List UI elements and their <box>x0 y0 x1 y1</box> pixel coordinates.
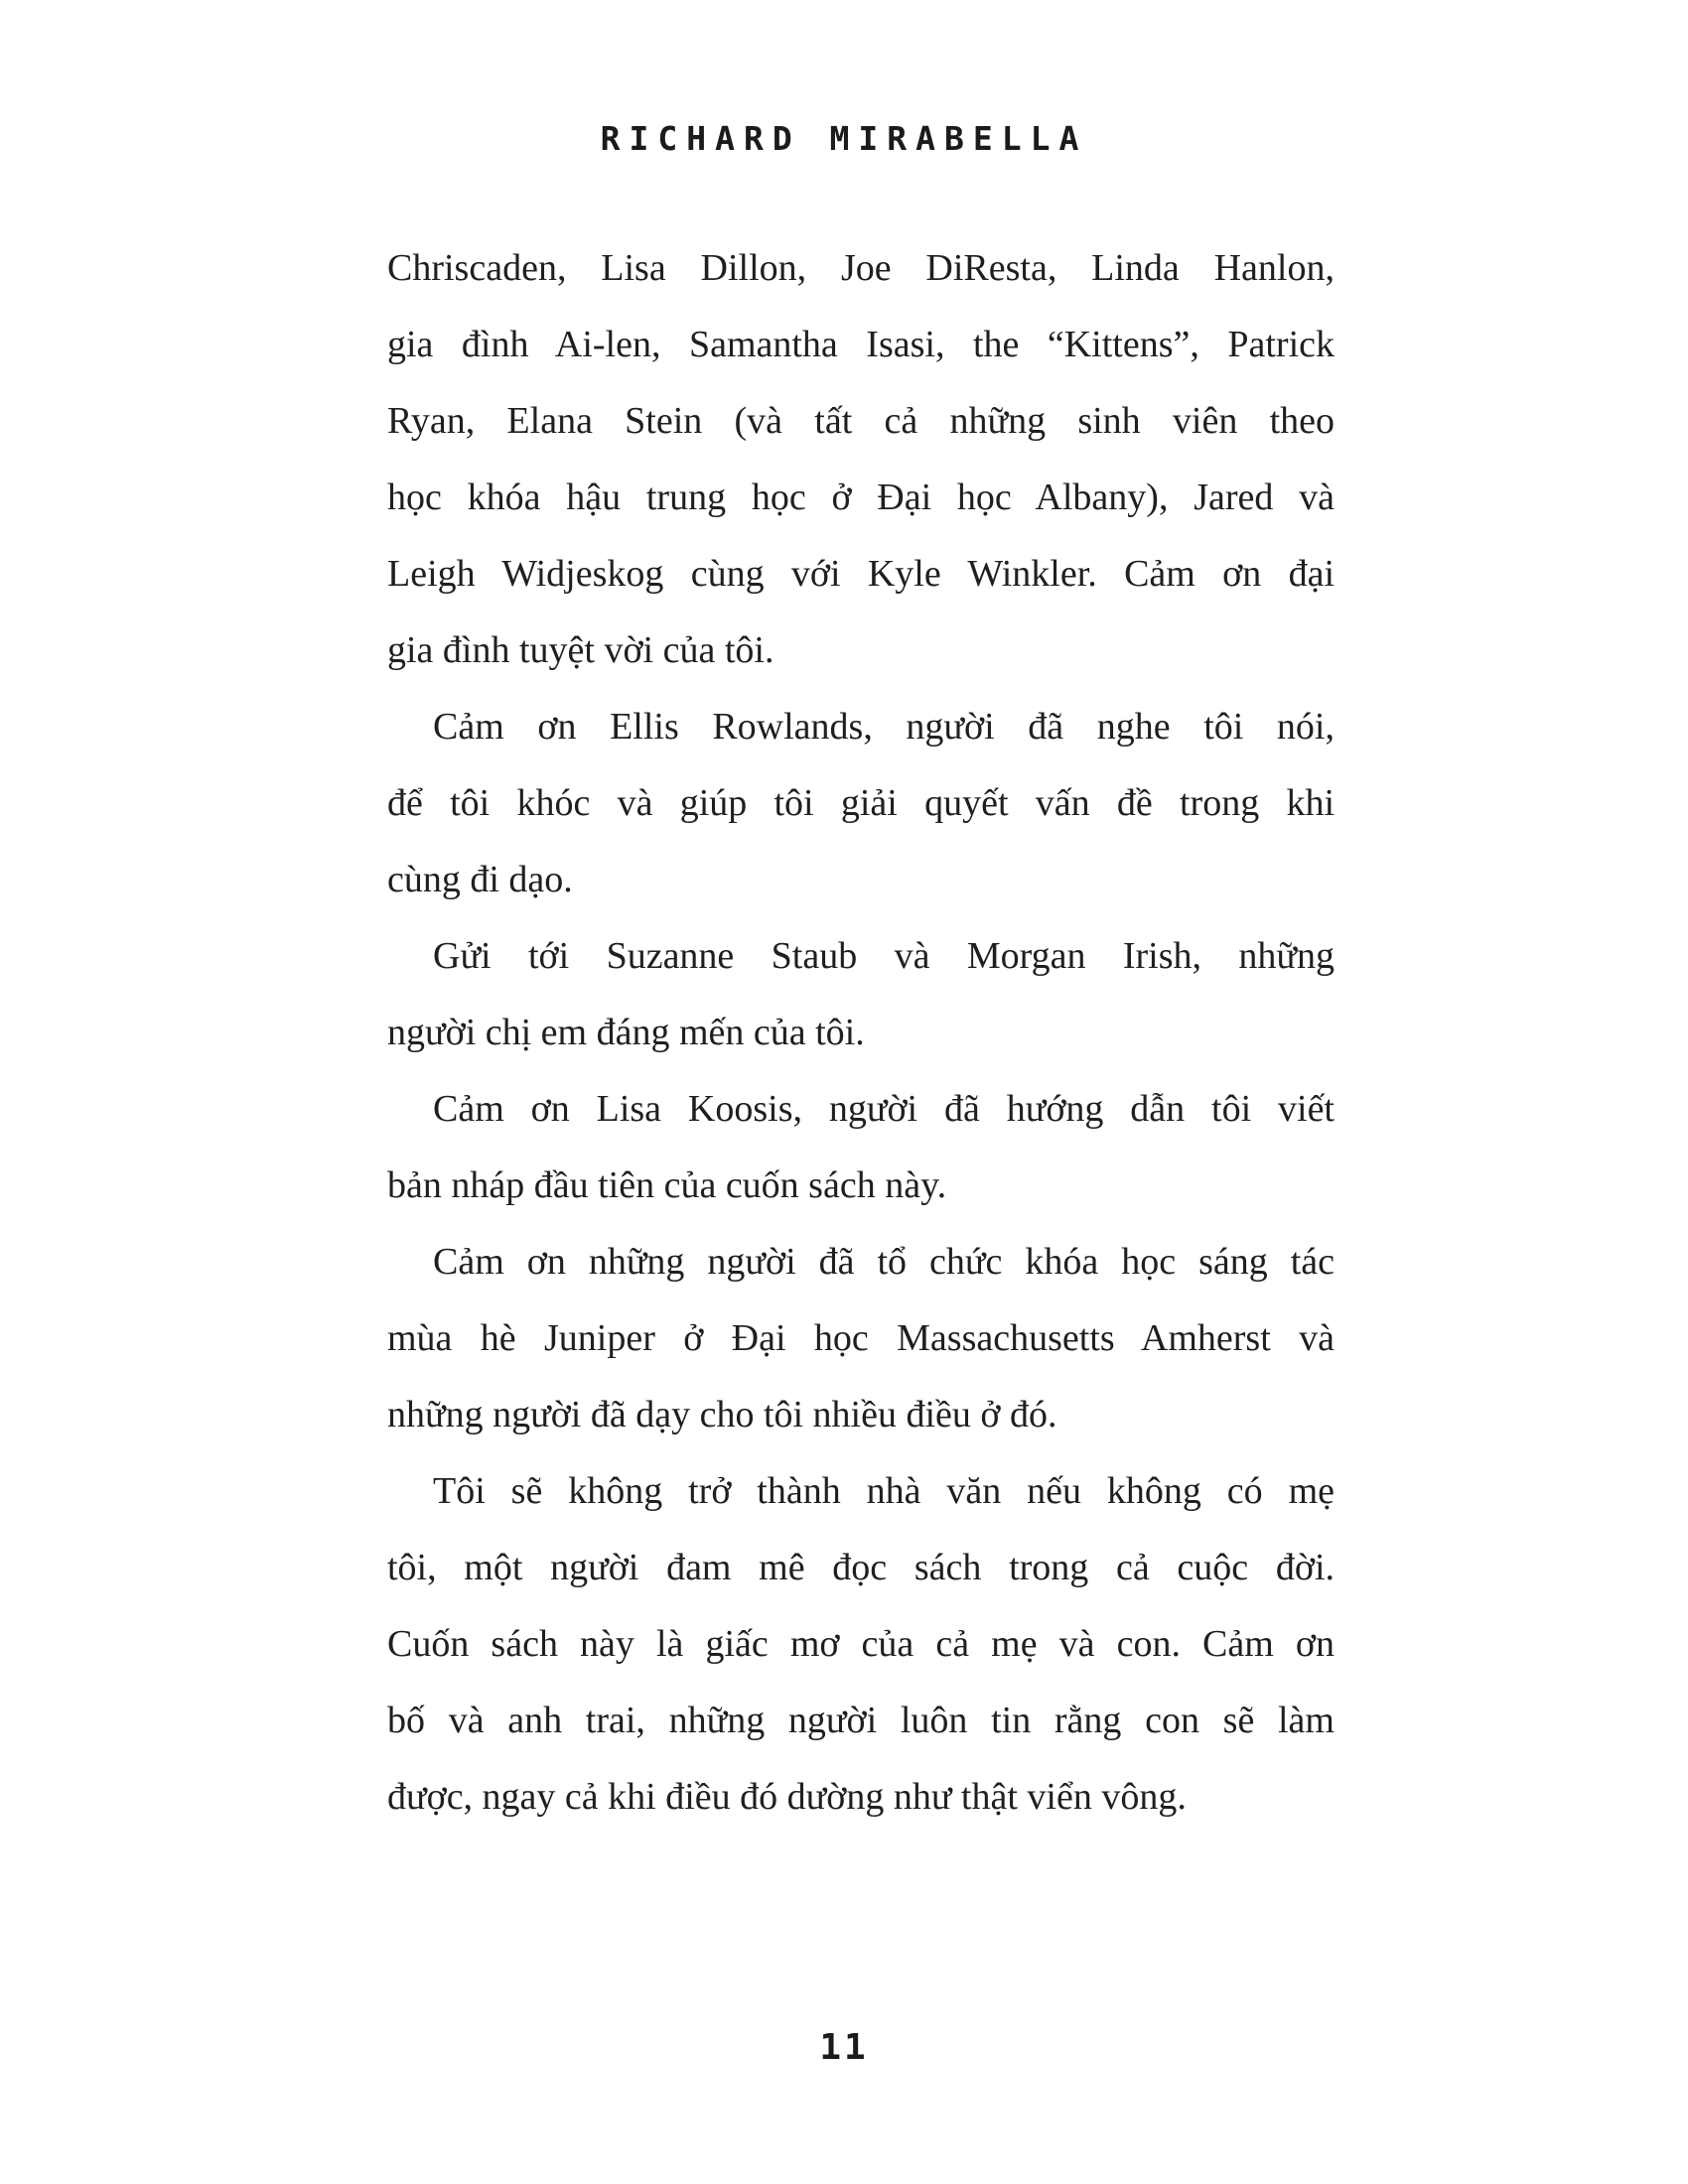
text-line: những người đã dạy cho tôi nhiều điều ở đó. <box>387 1394 1057 1435</box>
text-line: tôi, một người đam mê đọc sách trong cả cuộc đời. <box>387 1547 1335 1588</box>
text-line: Cảm ơn những người đã tổ chức khóa học sáng tác <box>433 1241 1335 1283</box>
text-line: bản nháp đầu tiên của cuốn sách này. <box>387 1164 947 1206</box>
text-line: bố và anh trai, những người luôn tin rằng con sẽ làm <box>387 1700 1335 1741</box>
paragraph <box>387 918 1335 1071</box>
text-line: Cuốn sách này là giấc mơ của cả mẹ và con. Cảm ơn <box>387 1623 1335 1665</box>
text-line: Gửi tới Suzanne Staub và Morgan Irish, những <box>433 935 1335 977</box>
text-line: để tôi khóc và giúp tôi giải quyết vấn đề trong khi <box>387 782 1335 824</box>
text-line: Chriscaden, Lisa Dillon, Joe DiResta, Linda Hanlon, <box>387 247 1335 289</box>
running-header-author: RICHARD MIRABELLA <box>600 119 1088 158</box>
text-line: cùng đi dạo. <box>387 859 573 900</box>
text-line: Tôi sẽ không trở thành nhà văn nếu không có mẹ <box>433 1470 1335 1512</box>
text-line: học khóa hậu trung học ở Đại học Albany), Jared và <box>387 477 1335 518</box>
text-line: gia đình tuyệt vời của tôi. <box>387 629 774 671</box>
paragraph <box>387 1071 1335 1224</box>
paragraph <box>387 1453 1335 1836</box>
body-text <box>387 230 1335 1836</box>
paragraph <box>387 230 1335 689</box>
text-line: Cảm ơn Lisa Koosis, người đã hướng dẫn tôi viết <box>433 1088 1335 1130</box>
page-number: 11 <box>819 2027 869 2068</box>
paragraph <box>387 1224 1335 1453</box>
paragraph <box>387 689 1335 918</box>
text-line: Ryan, Elana Stein (và tất cả những sinh viên theo <box>387 400 1335 442</box>
text-line: người chị em đáng mến của tôi. <box>387 1012 865 1053</box>
text-line: gia đình Ai-len, Samantha Isasi, the “Kittens”, Patrick <box>387 324 1335 365</box>
text-line: mùa hè Juniper ở Đại học Massachusetts Amherst và <box>387 1317 1335 1359</box>
text-line: Leigh Widjeskog cùng với Kyle Winkler. Cảm ơn đại <box>387 553 1335 595</box>
text-line: Cảm ơn Ellis Rowlands, người đã nghe tôi nói, <box>433 706 1335 748</box>
text-line: được, ngay cả khi điều đó dường như thật viển vông. <box>387 1776 1187 1818</box>
